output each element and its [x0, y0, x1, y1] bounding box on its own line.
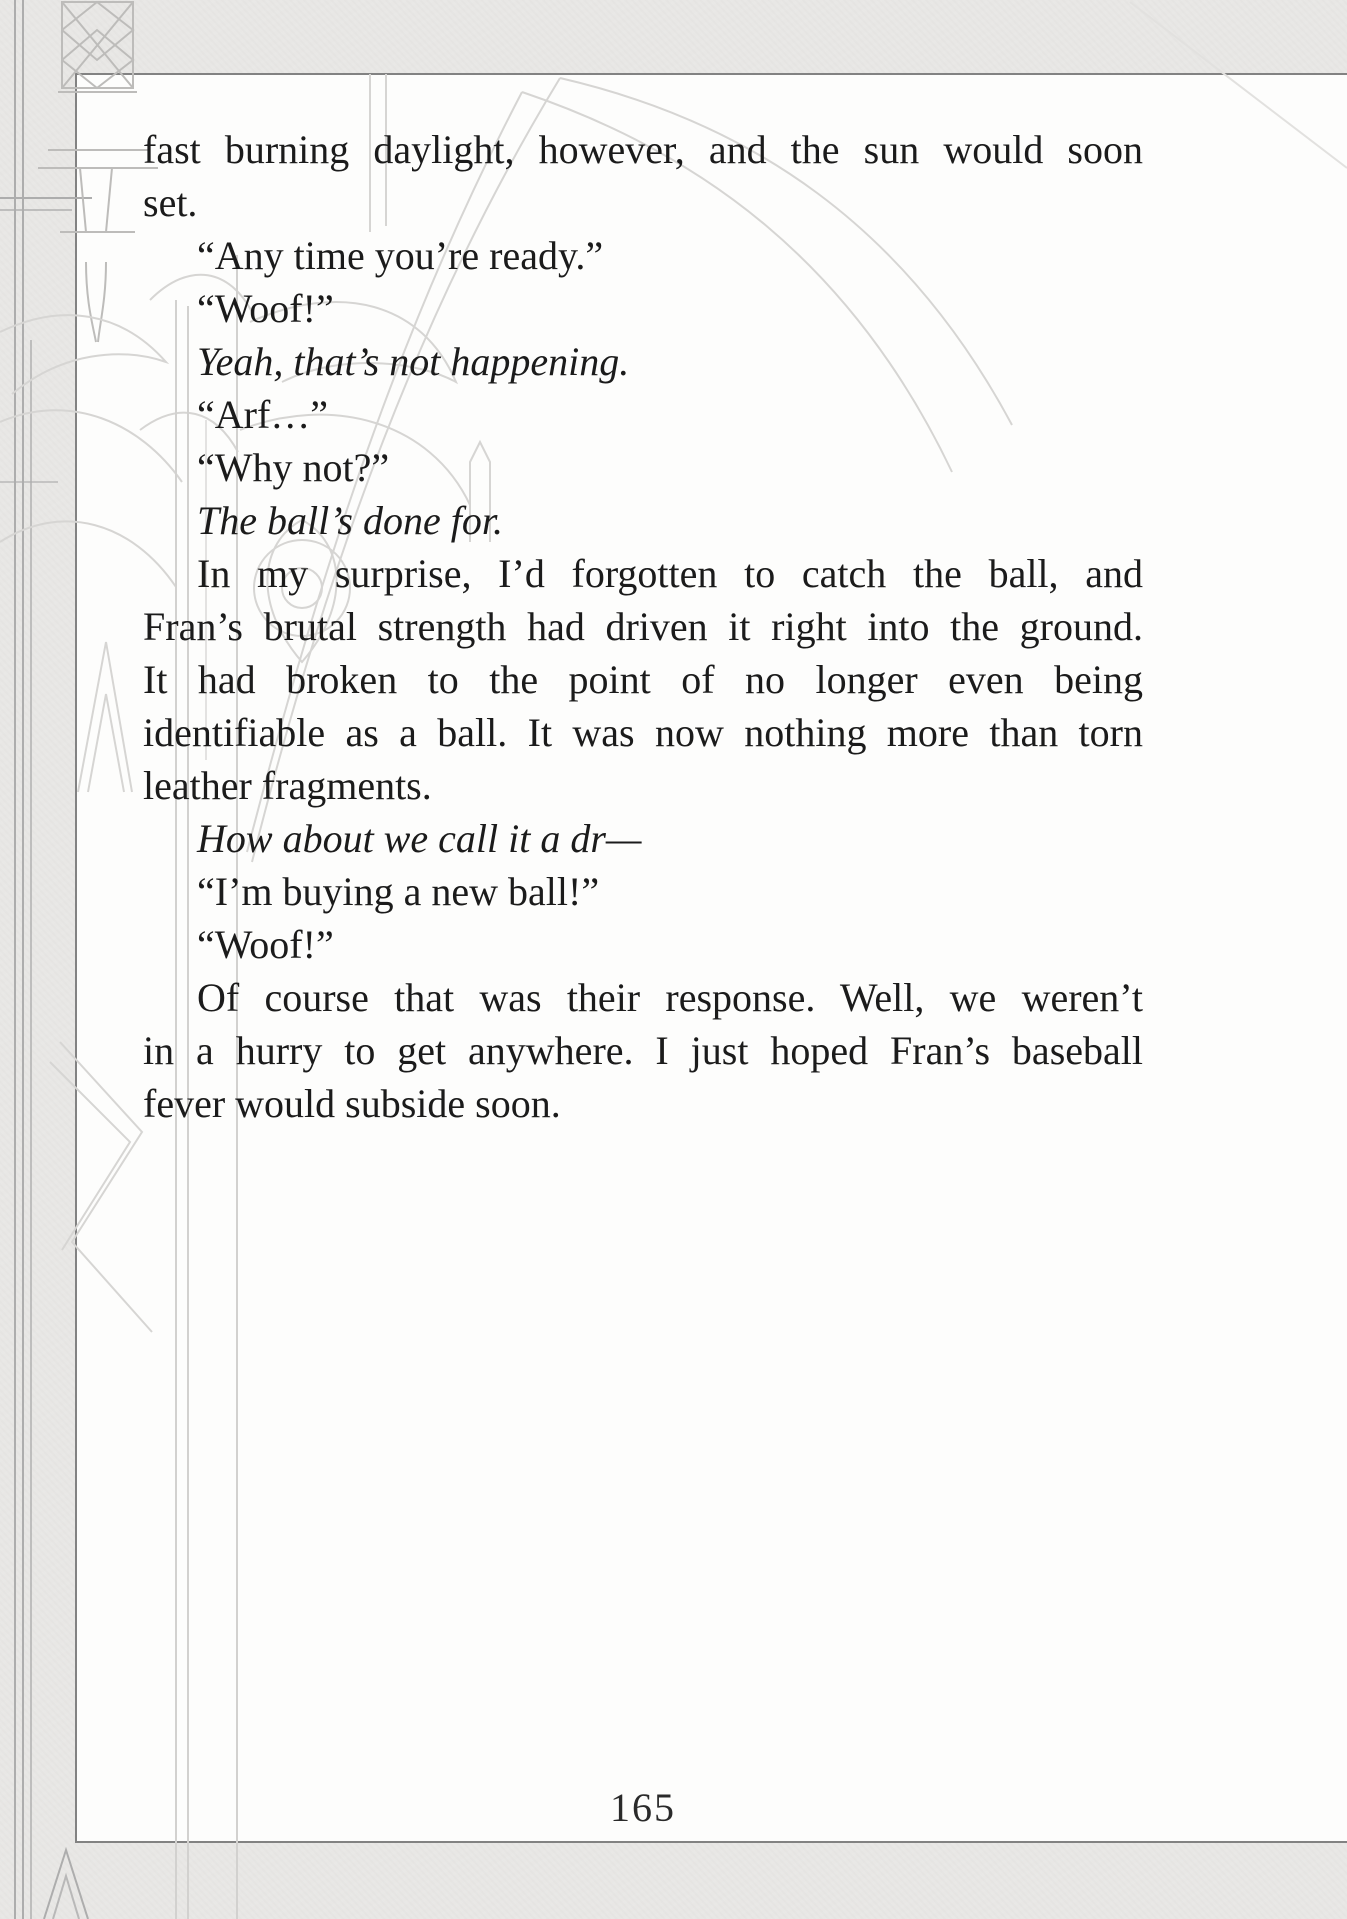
text-line: identifiable as a ball. It was now nothing more than torn	[143, 710, 1143, 755]
text-line: Yeah, that’s not happening.	[197, 339, 630, 384]
text-line: leather fragments.	[143, 763, 432, 808]
text-line: set.	[143, 180, 198, 225]
text-line: fast burning daylight, however, and the sun would soon	[143, 127, 1143, 172]
text-line: in a hurry to get anywhere. I just hoped Fran’s baseball	[143, 1028, 1143, 1073]
text-line: “Arf…”	[197, 392, 329, 437]
text-line: fever would subside soon.	[143, 1081, 561, 1126]
text-line: The ball’s done for.	[197, 498, 503, 543]
text-line: In my surprise, I’d forgotten to catch the ball, and	[197, 551, 1143, 596]
text-line: “Any time you’re ready.”	[197, 233, 604, 278]
text-line: “Woof!”	[197, 286, 334, 331]
text-line: “Why not?”	[197, 445, 390, 490]
text-line: It had broken to the point of no longer even being	[143, 657, 1143, 702]
text-line: “Woof!”	[197, 922, 334, 967]
text-line: “I’m buying a new ball!”	[197, 869, 600, 914]
page-number: 165	[610, 1785, 676, 1830]
text-line: Fran’s brutal strength had driven it right into the ground.	[143, 604, 1143, 649]
text-line: How about we call it a dr—	[197, 816, 642, 861]
text-line: Of course that was their response. Well, we weren’t	[197, 975, 1143, 1020]
page-text	[143, 123, 1143, 1130]
